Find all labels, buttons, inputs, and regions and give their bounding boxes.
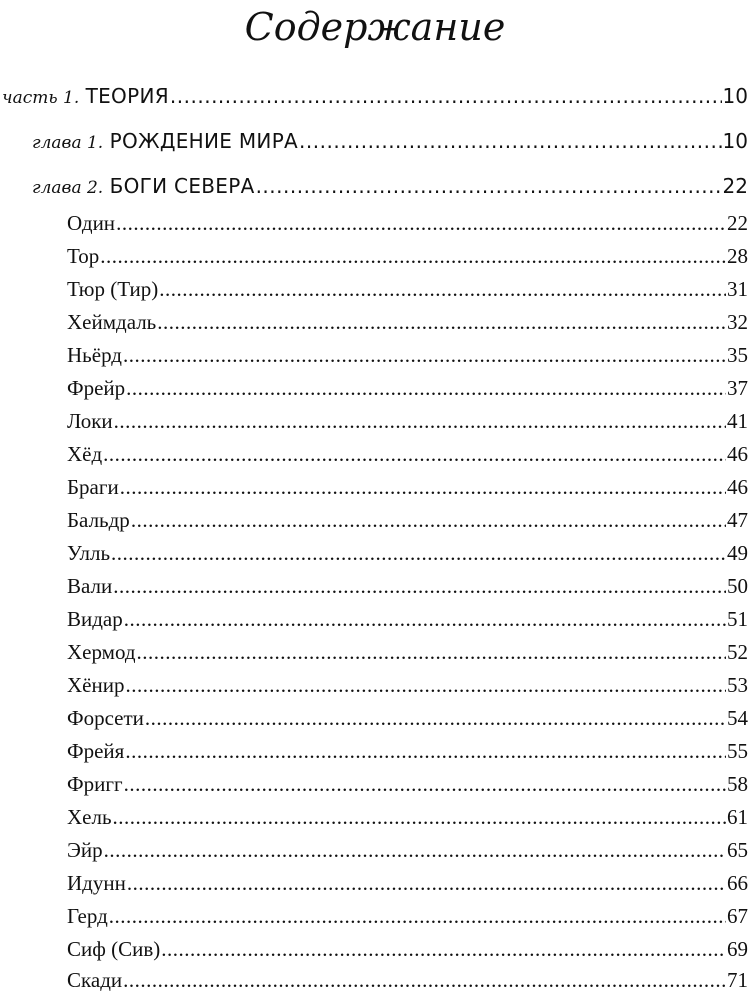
toc-chapter-1[interactable] xyxy=(32,129,748,161)
toc-entry[interactable] xyxy=(67,937,748,969)
page-number: 51 xyxy=(727,607,748,631)
page-title: Содержание xyxy=(244,5,506,49)
page-number: 41 xyxy=(727,409,748,433)
entry-title: Скади xyxy=(67,968,123,992)
entry-title: Тюр (Тир) xyxy=(67,277,159,301)
dot-leader xyxy=(299,129,722,153)
toc-entry[interactable] xyxy=(67,673,748,705)
dot-leader xyxy=(114,409,726,434)
page-number: 71 xyxy=(727,968,748,992)
entry-title: Тор xyxy=(67,244,100,268)
dot-leader xyxy=(145,706,726,731)
toc-part-1[interactable] xyxy=(2,84,748,116)
toc-entry[interactable] xyxy=(67,871,748,903)
toc-entry[interactable] xyxy=(67,706,748,738)
toc-entry[interactable] xyxy=(67,343,748,375)
toc-entry[interactable] xyxy=(67,310,748,342)
entry-title: Фрейр xyxy=(67,376,126,400)
page-number: 61 xyxy=(727,805,748,829)
toc-entry[interactable] xyxy=(67,838,748,870)
page-number: 67 xyxy=(727,904,748,928)
toc-entry[interactable] xyxy=(67,376,748,408)
page-number: 50 xyxy=(727,574,748,598)
dot-leader xyxy=(124,607,726,632)
page-number: 46 xyxy=(727,475,748,499)
toc-entry[interactable] xyxy=(67,968,748,1000)
toc-entry[interactable] xyxy=(67,772,748,804)
page-number: 69 xyxy=(727,937,748,961)
page-number: 49 xyxy=(727,541,748,565)
toc-entry[interactable] xyxy=(67,277,748,309)
toc-entry[interactable] xyxy=(67,475,748,507)
page-number: 35 xyxy=(727,343,748,367)
toc-entry[interactable] xyxy=(67,607,748,639)
dot-leader xyxy=(170,84,722,108)
toc-entry[interactable] xyxy=(67,739,748,771)
part-name: ТЕОРИЯ xyxy=(85,84,169,108)
entry-title: Бальдр xyxy=(67,508,130,532)
page-number: 65 xyxy=(727,838,748,862)
toc-entry[interactable] xyxy=(67,508,748,540)
dot-leader xyxy=(111,541,726,566)
page-number: 28 xyxy=(727,244,748,268)
page-number: 53 xyxy=(727,673,748,697)
entry-title: Форсети xyxy=(67,706,144,730)
chapter-prefix: глава 2. xyxy=(32,178,104,198)
entry-title: Хель xyxy=(67,805,112,829)
entry-title: Сиф (Сив) xyxy=(67,937,161,961)
toc-entry[interactable] xyxy=(67,640,748,672)
page-number: 46 xyxy=(727,442,748,466)
page-number: 54 xyxy=(727,706,748,730)
entry-title: Локи xyxy=(67,409,113,433)
entry-title: Фригг xyxy=(67,772,123,796)
toc-entry[interactable] xyxy=(67,211,748,243)
page-number: 32 xyxy=(727,310,748,334)
dot-leader xyxy=(125,739,726,764)
toc-entry[interactable] xyxy=(67,409,748,441)
dot-leader xyxy=(131,508,726,533)
dot-leader xyxy=(126,376,726,401)
page-number: 55 xyxy=(727,739,748,763)
toc-entry[interactable] xyxy=(67,442,748,474)
toc-entry[interactable] xyxy=(67,244,748,276)
page-number: 66 xyxy=(727,871,748,895)
dot-leader xyxy=(157,310,726,335)
entry-title: Идунн xyxy=(67,871,126,895)
page-number: 22 xyxy=(722,174,748,198)
dot-leader xyxy=(120,475,726,500)
toc-entry[interactable] xyxy=(67,574,748,606)
toc-entry[interactable] xyxy=(67,541,748,573)
dot-leader xyxy=(100,244,726,269)
page-number: 22 xyxy=(727,211,748,235)
chapter-name: БОГИ СЕВЕРА xyxy=(109,174,255,198)
dot-leader xyxy=(124,772,726,797)
chapter-name: РОЖДЕНИЕ МИРА xyxy=(109,129,299,153)
page-number: 10 xyxy=(722,84,748,108)
entry-title: Хеймдаль xyxy=(67,310,157,334)
entry-title: Эйр xyxy=(67,838,103,862)
entry-title: Ньёрд xyxy=(67,343,122,367)
entry-title: Хёд xyxy=(67,442,103,466)
dot-leader xyxy=(161,937,726,962)
page-number: 47 xyxy=(727,508,748,532)
dot-leader xyxy=(137,640,726,665)
dot-leader xyxy=(103,442,726,467)
page-number: 37 xyxy=(727,376,748,400)
dot-leader xyxy=(113,805,726,830)
part-prefix: часть 1. xyxy=(2,88,80,108)
entry-title: Хермод xyxy=(67,640,136,664)
dot-leader xyxy=(104,838,726,863)
dot-leader xyxy=(159,277,726,302)
entry-title: Один xyxy=(67,211,116,235)
dot-leader xyxy=(123,968,726,993)
dot-leader xyxy=(123,343,726,368)
entry-title: Видар xyxy=(67,607,123,631)
entry-title: Браги xyxy=(67,475,119,499)
page-number: 52 xyxy=(727,640,748,664)
dot-leader xyxy=(109,904,726,929)
page-number: 58 xyxy=(727,772,748,796)
chapter-prefix: глава 1. xyxy=(32,133,104,153)
dot-leader xyxy=(127,871,726,896)
page-number: 10 xyxy=(722,129,748,153)
entry-title: Хёнир xyxy=(67,673,125,697)
dot-leader xyxy=(125,673,726,698)
dot-leader xyxy=(256,174,722,198)
entry-title: Герд xyxy=(67,904,108,928)
toc-entry[interactable] xyxy=(67,805,748,837)
entry-title: Фрейя xyxy=(67,739,125,763)
page-number: 31 xyxy=(727,277,748,301)
toc-chapter-2[interactable] xyxy=(32,174,748,206)
dot-leader xyxy=(113,574,726,599)
toc-entry[interactable] xyxy=(67,904,748,936)
dot-leader xyxy=(116,211,726,236)
entry-title: Улль xyxy=(67,541,111,565)
entry-title: Вали xyxy=(67,574,113,598)
